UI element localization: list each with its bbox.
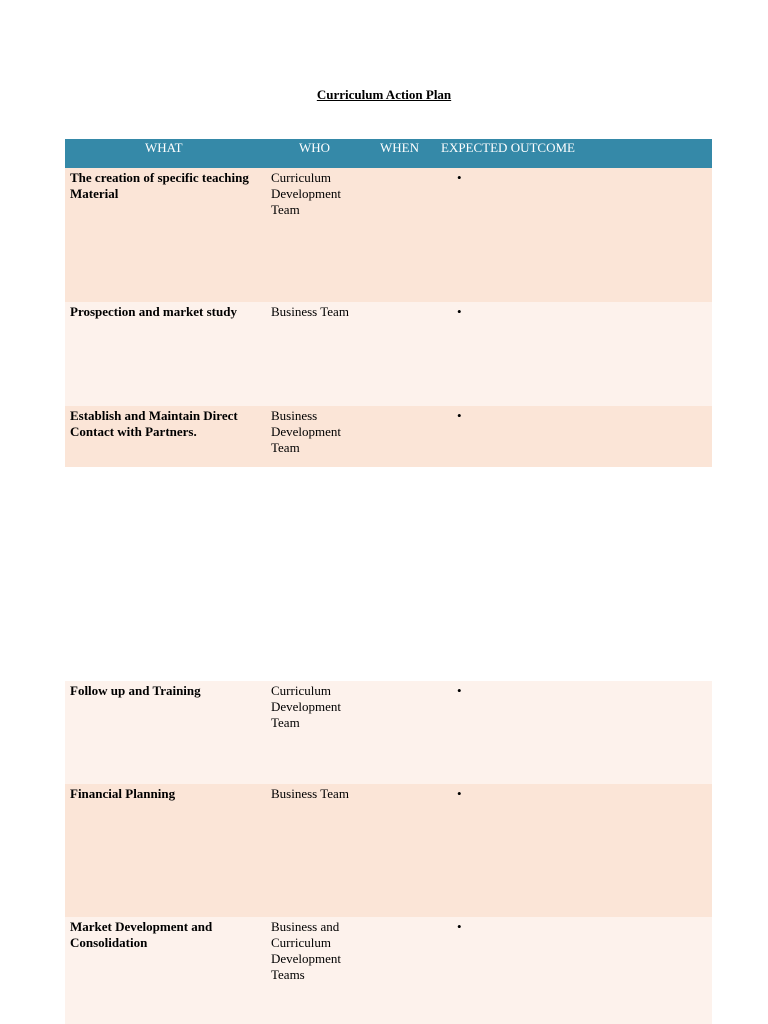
row-what: Financial Planning (70, 786, 176, 801)
row-who: Business Development Team (271, 408, 342, 455)
row-who: Business Team (271, 304, 349, 319)
outcome-bullet: • (457, 408, 462, 423)
outcome-bullet: • (457, 304, 462, 319)
outcome-bullet: • (457, 683, 462, 698)
table-row (65, 681, 712, 784)
row-who: Curriculum Development Team (271, 170, 342, 217)
table-row (65, 302, 712, 406)
header-what: WHAT (145, 140, 183, 155)
outcome-bullet: • (457, 170, 462, 185)
header-who: WHO (299, 140, 331, 155)
row-what: Prospection and market study (70, 304, 237, 319)
row-what: Market Development and Consolidation (70, 919, 213, 950)
row-what: The creation of specific teaching Material (70, 170, 249, 201)
row-what: Establish and Maintain Direct Contact with Partners. (70, 408, 238, 439)
row-who: Curriculum Development Team (271, 683, 342, 730)
header-expected-outcome: EXPECTED OUTCOME (441, 140, 575, 155)
outcome-bullet: • (457, 919, 462, 934)
table-row (65, 168, 712, 302)
document-title: Curriculum Action Plan (316, 87, 452, 102)
row-who: Business Team (271, 786, 349, 801)
outcome-bullet: • (457, 786, 462, 801)
header-when: WHEN (380, 140, 419, 155)
table-header (65, 139, 712, 168)
row-what: Follow up and Training (70, 683, 201, 698)
table-row (65, 917, 712, 1024)
row-who: Business and Curriculum Development Teams (271, 919, 342, 982)
table-row (65, 406, 712, 467)
table-row (65, 784, 712, 917)
